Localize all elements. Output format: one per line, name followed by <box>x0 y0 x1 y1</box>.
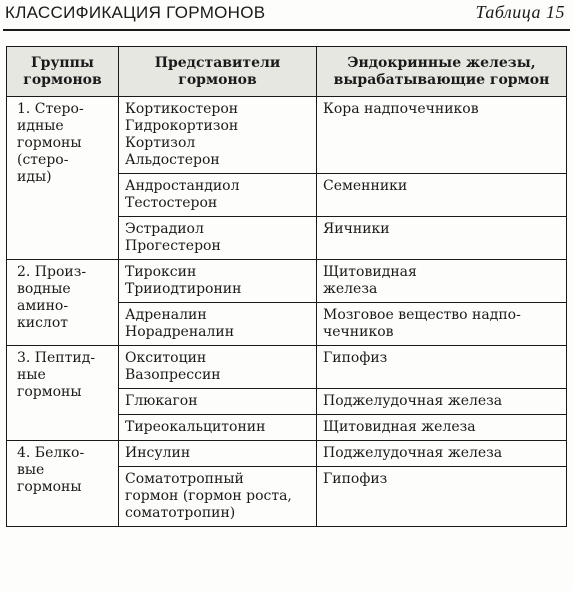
table-number: Таблица 15 <box>475 2 565 22</box>
gland-name: Гипофиз <box>323 350 388 366</box>
hormone-name: Инсулин <box>125 445 191 461</box>
gland-cell <box>317 303 567 346</box>
gland-cell <box>317 174 567 217</box>
hormone-name: Норадреналин <box>125 324 235 340</box>
header-line: гормонов <box>178 71 257 88</box>
hormones-cell <box>119 441 317 467</box>
group-name-line: водные <box>17 281 71 297</box>
gland-name: железа <box>323 281 378 297</box>
table-header-row <box>7 47 567 97</box>
hormone-name: Глюкагон <box>125 393 198 409</box>
group-name-line: гормоны <box>17 384 82 400</box>
table-row <box>7 346 567 389</box>
group-name-line: вые <box>17 462 45 478</box>
hormone-name: гормон (гормон роста, <box>125 488 292 504</box>
gland-name: Яичники <box>323 221 390 237</box>
hormone-classification-table <box>6 46 567 527</box>
header-line: Группы <box>31 54 94 71</box>
group-name-line: амино- <box>17 298 69 314</box>
header-divider <box>3 29 570 31</box>
hormones-cell <box>119 303 317 346</box>
group-name-cell <box>7 346 119 441</box>
gland-cell <box>317 467 567 527</box>
hormone-name: Альдостерон <box>125 152 220 168</box>
group-name-cell <box>7 441 119 527</box>
hormones-cell <box>119 260 317 303</box>
gland-cell <box>317 389 567 415</box>
group-name-line: ные <box>17 367 46 383</box>
hormone-name: Соматотропный <box>125 471 244 487</box>
hormone-name: Эстрадиол <box>125 221 204 237</box>
table-row <box>7 441 567 467</box>
gland-name: Щитовидная <box>323 264 417 280</box>
group-name-line: гормоны <box>17 135 82 151</box>
group-name-line: идные <box>17 118 64 134</box>
group-name-line: гормоны <box>17 479 82 495</box>
gland-name: Семенники <box>323 178 408 194</box>
hormones-cell <box>119 389 317 415</box>
hormones-cell <box>119 346 317 389</box>
hormones-cell <box>119 97 317 174</box>
hormones-cell <box>119 217 317 260</box>
group-name-cell <box>7 260 119 346</box>
group-name-line: иды) <box>17 169 52 185</box>
gland-cell <box>317 415 567 441</box>
header-line: Представители <box>154 54 281 71</box>
column-header-representatives <box>119 47 317 97</box>
hormone-name: Кортизол <box>125 135 196 151</box>
hormones-cell <box>119 415 317 441</box>
column-header-groups <box>7 47 119 97</box>
table-row <box>7 260 567 303</box>
gland-cell <box>317 217 567 260</box>
group-name-line: 2. Произ- <box>17 264 87 280</box>
group-name-line: (стеро- <box>17 152 69 168</box>
hormones-cell <box>119 174 317 217</box>
gland-name: Гипофиз <box>323 471 388 487</box>
hormone-name: Тестостерон <box>125 195 218 211</box>
hormone-name: Гидрокортизон <box>125 118 239 134</box>
group-name-cell <box>7 97 119 260</box>
table-body <box>7 97 567 527</box>
gland-name: Кора надпочечников <box>323 101 479 117</box>
gland-cell <box>317 260 567 303</box>
column-header-glands <box>317 47 567 97</box>
page-header <box>0 0 573 30</box>
hormone-name: Адреналин <box>125 307 207 323</box>
gland-name: Щитовидная железа <box>323 419 476 435</box>
group-name-line: кислот <box>17 315 68 331</box>
gland-name: Поджелудочная железа <box>323 393 503 409</box>
group-name-line: 1. Стеро- <box>17 101 84 117</box>
gland-cell <box>317 346 567 389</box>
header-line: Эндокринные железы, <box>347 54 536 71</box>
group-name-line: 4. Белко- <box>17 445 85 461</box>
table-row <box>7 97 567 174</box>
gland-name: чечников <box>323 324 394 340</box>
hormone-name: Вазопрессин <box>125 367 221 383</box>
hormones-cell <box>119 467 317 527</box>
hormone-name: соматотропин) <box>125 505 236 521</box>
gland-name: Мозговое вещество надпо- <box>323 307 521 323</box>
gland-cell <box>317 97 567 174</box>
hormone-name: Окситоцин <box>125 350 207 366</box>
group-name-line: 3. Пептид- <box>17 350 96 366</box>
hormone-name: Андростандиол <box>125 178 240 194</box>
hormone-name: Тиреокальцитонин <box>125 419 266 435</box>
gland-cell <box>317 441 567 467</box>
header-line: вырабатывающие гормон <box>333 71 550 88</box>
hormone-name: Кортикостерон <box>125 101 239 117</box>
hormone-name: Тироксин <box>125 264 197 280</box>
gland-name: Поджелудочная железа <box>323 445 503 461</box>
header-line: гормонов <box>23 71 102 88</box>
hormone-name: Трииодтиронин <box>125 281 242 297</box>
hormone-name: Прогестерон <box>125 238 221 254</box>
page-title: КЛАССИФИКАЦИЯ ГОРМОНОВ <box>5 3 266 22</box>
